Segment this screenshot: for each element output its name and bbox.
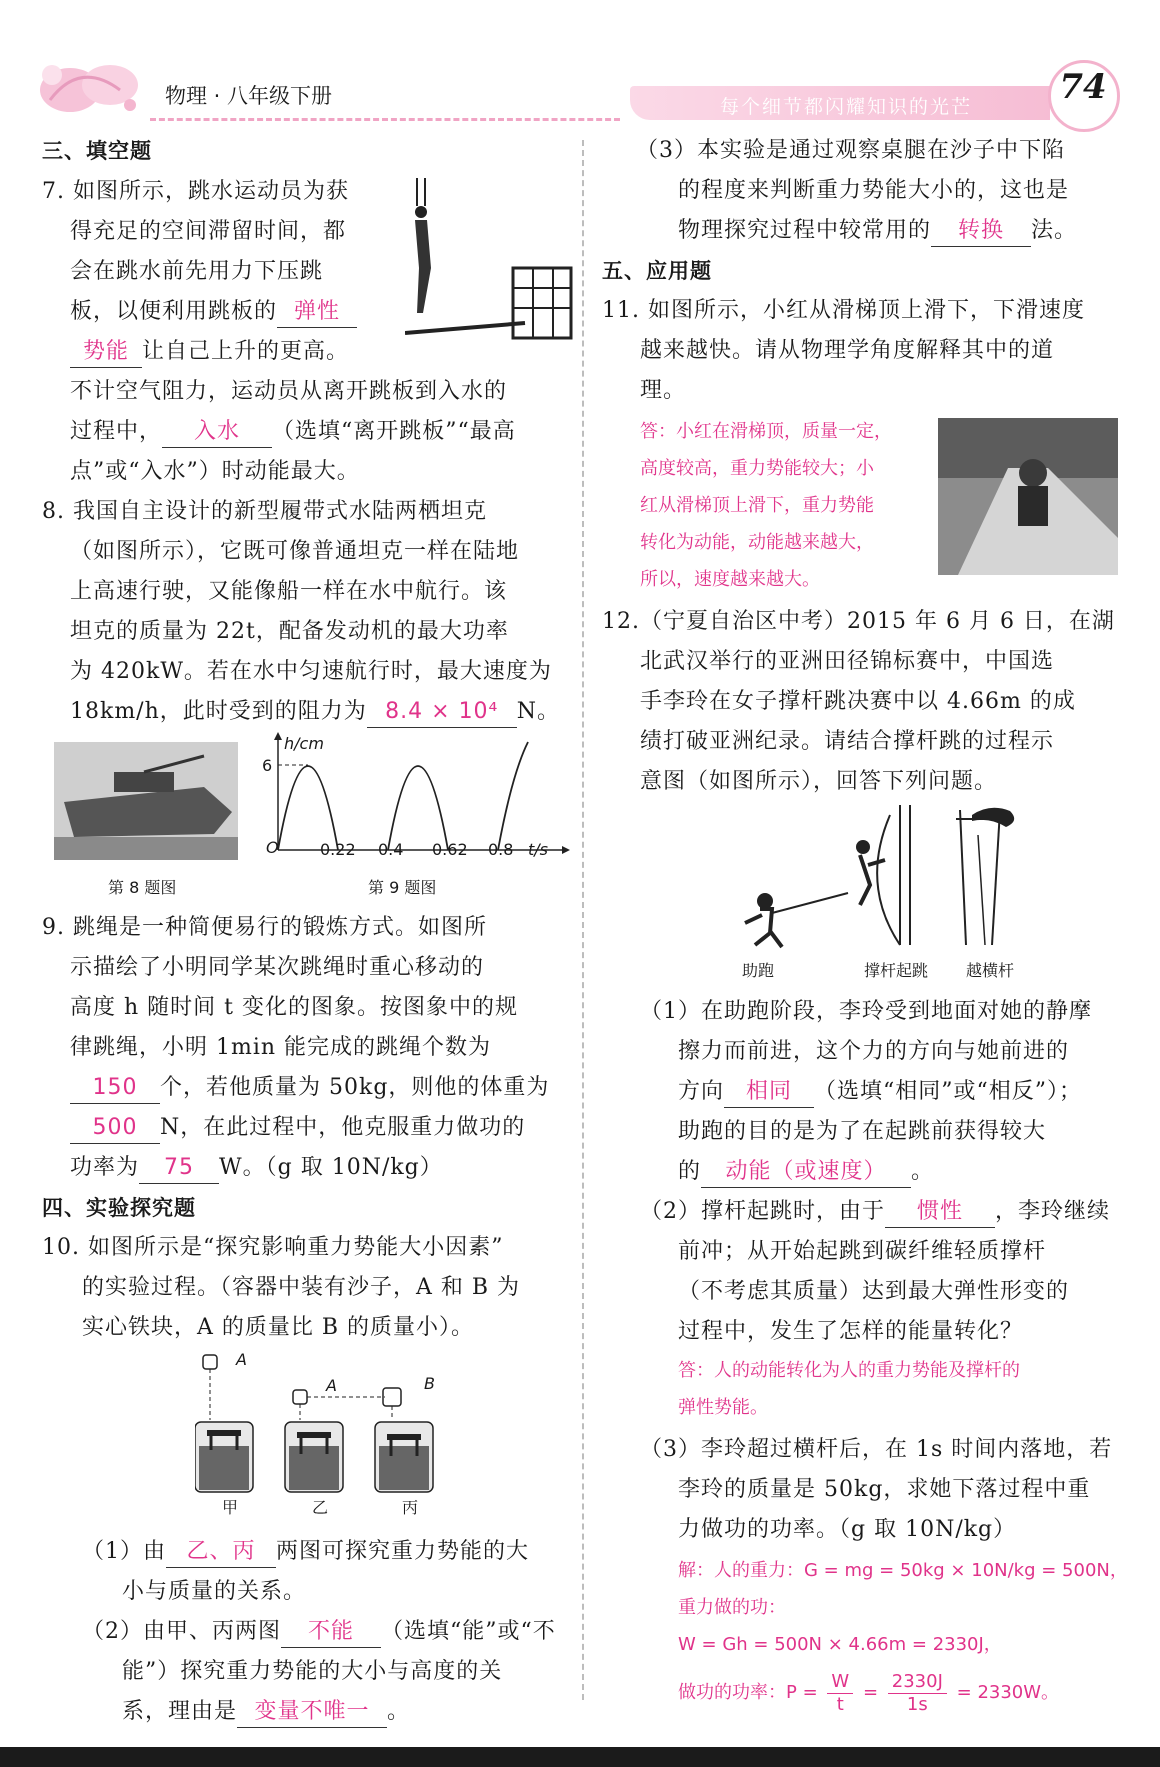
q9-text: N，在此过程中，他克服重力做功的 [160, 1115, 526, 1140]
graph-x-tick: 0.22 [320, 840, 356, 859]
q10-part2-line [122, 1692, 410, 1732]
graph-x-unit: t/s [528, 840, 548, 859]
q12-answer-direction: 相同 [724, 1077, 814, 1108]
q12-text: ，李玲继续 [995, 1199, 1111, 1224]
q10-part2-line [82, 1612, 556, 1652]
section-title-application: 五、应用题 [602, 259, 712, 283]
bottom-bar [0, 1747, 1160, 1767]
q7-line [70, 332, 349, 372]
q12-text: 。 [911, 1159, 935, 1184]
graph-y-tick: 6 [262, 756, 273, 775]
q12-answer-inertia: 惯性 [885, 1197, 995, 1228]
q9-text: 功率为 [70, 1155, 140, 1180]
fig10-label-yi: 乙 [312, 1498, 329, 1517]
fraction-numerator: 2330J [888, 1671, 947, 1694]
fig12-label-bar: 越横杆 [966, 961, 1015, 980]
q7-text: 让自己上升的更高。 [142, 339, 350, 364]
q11-line: 理。 [640, 378, 687, 403]
q9-text: 个，若他质量为 50kg，则他的体重为 [160, 1075, 550, 1100]
fig10-label-b: B [424, 1374, 435, 1393]
q10-answer-2: 不能 [281, 1617, 381, 1648]
graph-y-label: h/cm [284, 734, 324, 753]
q12-answer-energy-transfer: 答：人的动能转化为人的重力势能及撑杆的 [678, 1360, 1020, 1381]
slide-photo [938, 418, 1118, 575]
q12-line: 手李玲在女子撑杆跳决赛中以 4.66m 的成 [640, 689, 1076, 714]
figure-9-caption: 第 9 题图 [368, 878, 437, 897]
q10-text: （选填“能”或“不 [381, 1619, 556, 1644]
q7-line: 得充足的空间滞留时间，都 [70, 219, 347, 244]
q10-text: 两图可探究重力势能的大 [276, 1539, 530, 1564]
fig12-label-run: 助跑 [742, 961, 775, 980]
column-divider [582, 140, 584, 1700]
container-bing [375, 1388, 433, 1492]
fig10-label-a: A [236, 1350, 247, 1369]
q12-solution-line: 重力做的功： [678, 1597, 786, 1618]
q12-solution-line: W = Gh = 500N × 4.66m = 2330J， [678, 1634, 1002, 1655]
q10-answer-1: 乙、丙 [166, 1537, 276, 1568]
q12-line: 北武汉举行的亚洲田径锦标赛中，中国选 [640, 649, 1055, 674]
q12-part1-line: 助跑的目的是为了在起跳前获得较大 [678, 1119, 1047, 1144]
q7-line [70, 292, 357, 332]
q9-line: 律跳绳，小明 1min 能完成的跳绳个数为 [70, 1035, 492, 1060]
graph-x-tick: 0.62 [432, 840, 468, 859]
q7-text: 过程中， [70, 419, 163, 444]
q12-solution-line: 解：人的重力：G = mg = 50kg × 10N/kg = 500N， [678, 1560, 1128, 1581]
runner-icon [745, 893, 848, 947]
q10-part2-line: 能”）探究重力势能的大小与高度的关 [122, 1659, 503, 1684]
q10-line: 10. 如图所示是“探究影响重力势能大小因素” [42, 1235, 504, 1260]
fig12-label-takeoff: 撑杆起跳 [864, 961, 929, 980]
q12-part1-line: 擦力而前进，这个力的方向与她前进的 [678, 1039, 1070, 1064]
graph-curve-2 [388, 766, 448, 850]
flower-ornament-icon [30, 45, 150, 125]
q12-power-formula [678, 1664, 1059, 1722]
q9-line: 高度 h 随时间 t 变化的图象。按图象中的规 [70, 995, 518, 1020]
q9-line: 示描绘了小明同学某次跳绳时重心移动的 [70, 955, 485, 980]
q7-answer-1-cont: 势能 [70, 337, 142, 368]
formula-result: = 2330W。 [956, 1682, 1060, 1703]
container-yi [285, 1390, 385, 1492]
q11-answer-line: 答：小红在滑梯顶，质量一定， [640, 421, 892, 442]
q12-line: 意图（如图所示），回答下列问题。 [640, 769, 998, 794]
fraction-numerator: W [827, 1671, 853, 1694]
q10-part1-line [82, 1532, 529, 1572]
q10-part3-line [678, 211, 1077, 251]
q12-part3-line: （3）李玲超过横杆后，在 1s 时间内落地，若 [640, 1437, 1113, 1462]
figure-8-caption: 第 8 题图 [108, 878, 177, 897]
q10-line: 实心铁块，A 的质量比 B 的质量小）。 [82, 1315, 475, 1340]
q12-part2-line: （不考虑其质量）达到最大弹性形变的 [678, 1279, 1070, 1304]
q8-line: 为 420kW。若在水中匀速航行时，最大速度为 [70, 659, 552, 684]
q11-line: 越来越快。请从物理学角度解释其中的道 [640, 338, 1055, 363]
q9-line [70, 1068, 549, 1108]
q9-line [70, 1148, 443, 1188]
q10-text: （1）由 [82, 1539, 166, 1564]
graph-origin: O [266, 838, 279, 857]
formula-equals: = [862, 1682, 879, 1703]
q12-part3-line: 力做功的功率。（g 取 10N/kg） [678, 1517, 1017, 1542]
q7-answer-1: 弹性 [277, 297, 357, 328]
q8-line: 8. 我国自主设计的新型履带式水陆两栖坦克 [42, 499, 487, 524]
q10-text: 。 [387, 1699, 411, 1724]
q12-part3-line: 李玲的质量是 50kg，求她下落过程中重 [678, 1477, 1091, 1502]
q12-text: 的 [678, 1159, 702, 1184]
q12-text: （选填“相同”或“相反”）； [814, 1079, 1083, 1104]
q12-line: 12.（宁夏自治区中考）2015 年 6 月 6 日，在湖 [602, 609, 1115, 634]
q10-line: 的实验过程。（容器中装有沙子，A 和 B 为 [82, 1275, 521, 1300]
q7-line [70, 412, 516, 452]
q12-part2-line: 前冲；从开始起跳到碳纤维轻质撑杆 [678, 1239, 1047, 1264]
q12-part1-line [678, 1072, 1082, 1112]
q7-line: 不计空气阻力，运动员从离开跳板到入水的 [70, 379, 508, 404]
q10-part3-line: 的程度来判断重力势能大小的，这也是 [678, 178, 1070, 203]
q11-line: 11. 如图所示，小红从滑梯顶上滑下，下滑速度 [602, 298, 1085, 323]
q8-answer: 8.4 × 10⁴ [367, 697, 517, 728]
fraction-denominator: 1s [906, 1693, 928, 1715]
vaulter-bar-icon [956, 808, 1014, 945]
graph-x-tick: 0.4 [378, 840, 404, 859]
section-title-fill-in: 三、填空题 [42, 139, 152, 163]
q11-answer-line: 红从滑梯顶上滑下，重力势能 [640, 495, 874, 516]
q8-text: 18km/h，此时受到的阻力为 [70, 699, 367, 724]
vaulter-takeoff-icon [856, 805, 910, 945]
book-title: 物理 · 八年级下册 [165, 84, 333, 108]
q8-line: 上高速行驶，又能像船一样在水中航行。该 [70, 579, 508, 604]
graph-x-tick: 0.8 [488, 840, 514, 859]
q10-answer-3: 转换 [931, 216, 1031, 247]
diving-board-figure [405, 178, 575, 343]
q12-part2-line [640, 1192, 1110, 1232]
graph-curve-3 [498, 742, 528, 850]
fraction-w-over-t [827, 1671, 853, 1716]
graph-curve-1 [278, 766, 338, 850]
slogan: 每个细节都闪耀知识的光芒 [720, 96, 973, 118]
formula-text: 做功的功率：P = [678, 1682, 818, 1703]
q10-text: 系，理由是 [122, 1699, 238, 1724]
pole-vault-figure [710, 805, 1050, 955]
q7-answer-2: 入水 [162, 417, 272, 448]
q12-line: 绩打破亚洲纪录。请结合撑杆跳的过程示 [640, 729, 1055, 754]
q9-line: 9. 跳绳是一种简便易行的锻炼方式。如图所 [42, 915, 487, 940]
tank-icon [54, 742, 238, 860]
q9-text: W。（g 取 10N/kg） [219, 1155, 443, 1180]
q9-answer-power: 75 [139, 1153, 219, 1184]
q12-text: 方向 [678, 1079, 725, 1104]
q7-text: 板，以便利用跳板的 [70, 299, 278, 324]
q10-part3-line: （3）本实验是通过观察桌腿在沙子中下陷 [636, 138, 1065, 163]
header-dashed-line [150, 118, 620, 121]
q12-part2-line: 过程中，发生了怎样的能量转化？ [678, 1319, 1024, 1344]
fraction-denominator: t [836, 1693, 844, 1715]
q12-answer-energy: 动能（或速度） [701, 1157, 911, 1188]
fig10-label-a: A [326, 1376, 337, 1395]
q12-part1-line [678, 1152, 934, 1192]
amphibious-tank-photo [54, 742, 238, 860]
q9-answer-count: 150 [70, 1073, 160, 1104]
q11-answer-line: 转化为动能，动能越来越大， [640, 532, 874, 553]
q10-text: （2）由甲、丙两图 [82, 1619, 281, 1644]
q7-line: 点”或“入水”）时动能最大。 [70, 459, 360, 484]
q10-answer-reason: 变量不唯一 [237, 1697, 387, 1728]
fraction-work-over-time [888, 1671, 947, 1716]
q7-line: 7. 如图所示，跳水运动员为获 [42, 179, 349, 204]
fig10-label-jia: 甲 [222, 1498, 239, 1517]
q11-answer-line: 所以，速度越来越大。 [640, 569, 820, 590]
q10-text: 法。 [1031, 218, 1078, 243]
q10-part1-line: 小与质量的关系。 [122, 1579, 307, 1604]
q10-text: 物理探究过程中较常用的 [678, 218, 932, 243]
q8-text: N。 [516, 699, 561, 724]
fig10-label-bing: 丙 [402, 1498, 419, 1517]
q12-text: （2）撑杆起跳时，由于 [640, 1199, 885, 1224]
q11-answer-line: 高度较高，重力势能较大；小 [640, 458, 874, 479]
q8-line: 坦克的质量为 22t，配备发动机的最大功率 [70, 619, 509, 644]
q8-line [70, 692, 560, 732]
q9-answer-weight: 500 [70, 1113, 160, 1144]
q12-part1-line: （1）在助跑阶段，李玲受到地面对她的静摩 [640, 999, 1092, 1024]
container-jia [195, 1355, 253, 1492]
section-title-experiment: 四、实验探究题 [42, 1196, 196, 1220]
q9-line [70, 1108, 525, 1148]
q7-text: （选填“离开跳板”“最高 [272, 419, 516, 444]
q8-line: （如图所示），它既可像普通坦克一样在陆地 [70, 539, 520, 564]
page-number: 74 [1059, 67, 1107, 107]
q7-line: 会在跳水前先用力下压跳 [70, 259, 324, 284]
q12-answer-energy-transfer: 弹性势能。 [678, 1397, 768, 1418]
